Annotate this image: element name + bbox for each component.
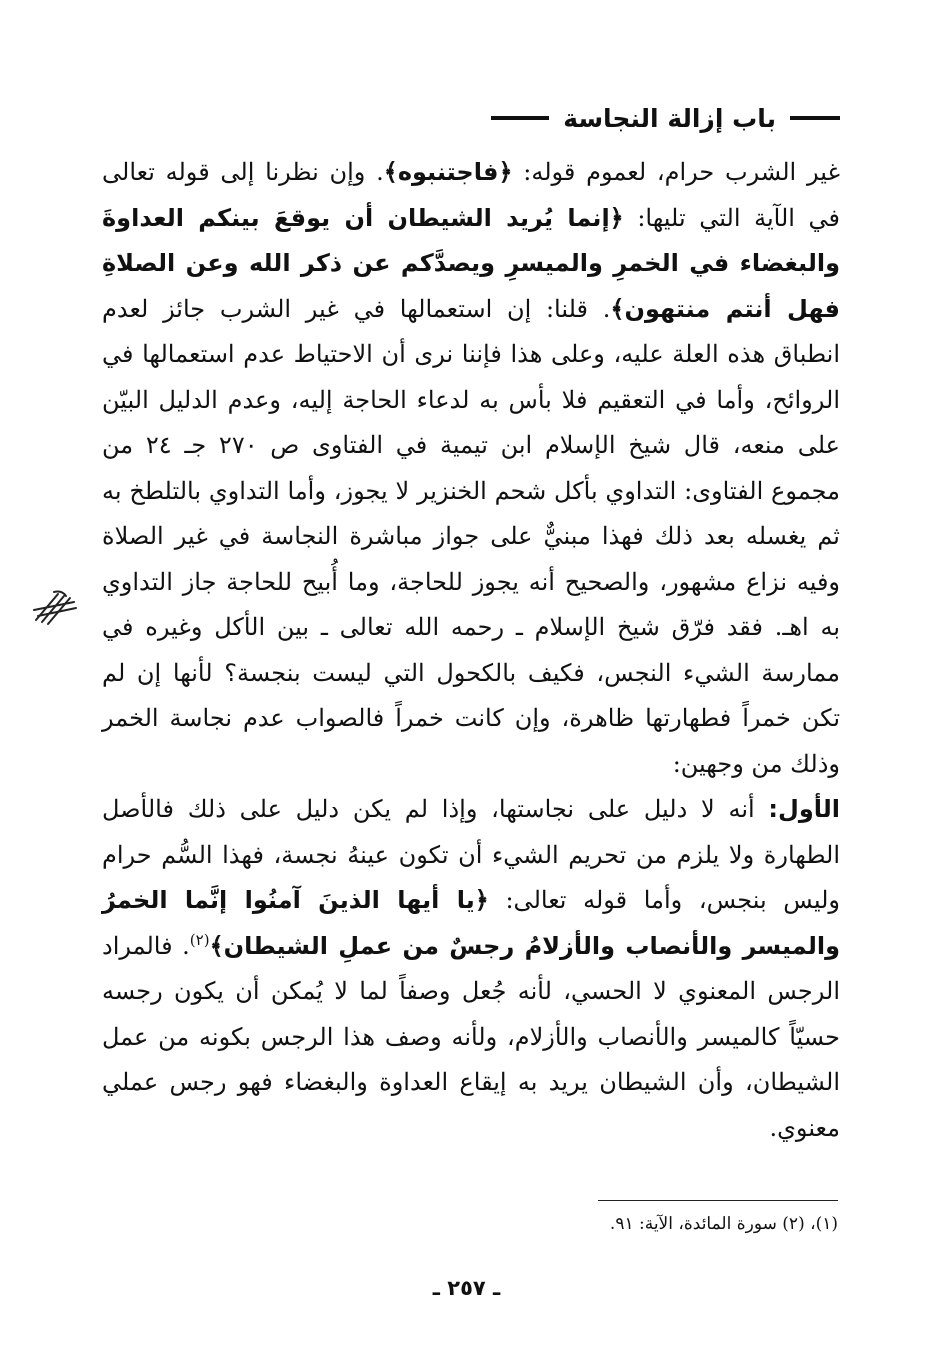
running-header (100, 98, 840, 138)
p1-quran-quote-2: ﴿إنما يُريد الشيطان أن يوقعَ بينكم العداوةَ والبغضاء في الخمرِ والميسرِ ويصدَّكم عن ذكر الله وعن الصلاةِ فهل أنتم منتهون﴾ (102, 203, 841, 323)
p1-text-1: غير الشرب حرام، لعموم قوله: (512, 158, 840, 186)
header-rule-right (790, 116, 840, 120)
p1-text-2: . وإن نظرنا إلى قوله تعالى في الآية التي تليها: (102, 158, 841, 232)
p1-quran-quote-1: ﴿فاجتنبوه﴾ (383, 158, 513, 186)
footnote-rule (598, 1200, 838, 1201)
p1-text-3: . قلنا: إن استعمالها في غير الشرب جائز لعدم انطباق هذه العلة عليه، وعلى هذا فإننا نرى أن الاحتياط عدم استعمالها في الروائح، وأما في التعقيم فلا بأس به لدعاء الحاجة إليه، وعدم الدليل البيّن على منعه، قال شيخ الإسلام ابن تيمية في الفتاوى ص ٢٧٠ جـ ٢٤ من مجموع الفتاوى: التداوي بأكل شحم الخنزير لا يجوز، وأما التداوي بالتلطخ به ثم يغسله بعد ذلك فهذا مبنيٌّ على جواز مباشرة النجاسة في غير الصلاة وفيه نزاع مشهور، والصحيح أنه يجوز للحاجة، وما أُبيح للحاجة جاز التداوي به اهـ. فقد فرّق شيخ الإسلام ـ رحمه الله تعالى ـ بين الأكل وغيره في ممارسة الشيء النجس، فكيف بالكحول التي ليست بنجسة؟ لأنها إن لم تكن خمراً فطهارتها ظاهرة، وإن كانت خمراً فالصواب عدم نجاسة الخمر وذلك من وجهين: (102, 294, 840, 778)
p2-text-2: . فالمراد الرجس المعنوي لا الحسي، لأنه جُعل وصفاً لما لا يُمكن أن يكون رجسه حسيّاً كالميسر والأنصاب والأزلام، ولأنه وصف هذا الرجس بكونه من عمل الشيطان، وأن الشيطان يريد به إيقاع العداوة والبغضاء فهو رجس عملي معنوي. (102, 931, 840, 1142)
paragraph-1 (102, 150, 840, 787)
footnote-ref: (٢) (189, 930, 210, 949)
p2-lead: الأول: (768, 795, 840, 823)
p2-quran-quote-1: ﴿يا أيها الذينَ آمنُوا إنَّما الخمرُ والميسر والأنصاب والأزلامُ رجسٌ من عملِ الشيطان﴾ (102, 886, 840, 960)
footnote: (١)، (٢) سورة المائدة، الآية: ٩١. (609, 1214, 838, 1234)
main-text (102, 150, 840, 1151)
paragraph-2 (102, 787, 840, 1151)
margin-scribble-icon (28, 588, 86, 628)
page-number: ـ ٢٥٧ ـ (432, 1276, 501, 1300)
header-rule-left (491, 116, 549, 120)
p2-text-1: أنه لا دليل على نجاستها، وإذا لم يكن دليل على ذلك فالأصل الطهارة ولا يلزم من تحريم الشيء أن تكون عينهُ نجسة، فهذا السُّم حرام وليس بنجس، وأما قوله تعالى: (102, 795, 841, 914)
chapter-title: باب إزالة النجاسة (563, 103, 776, 133)
